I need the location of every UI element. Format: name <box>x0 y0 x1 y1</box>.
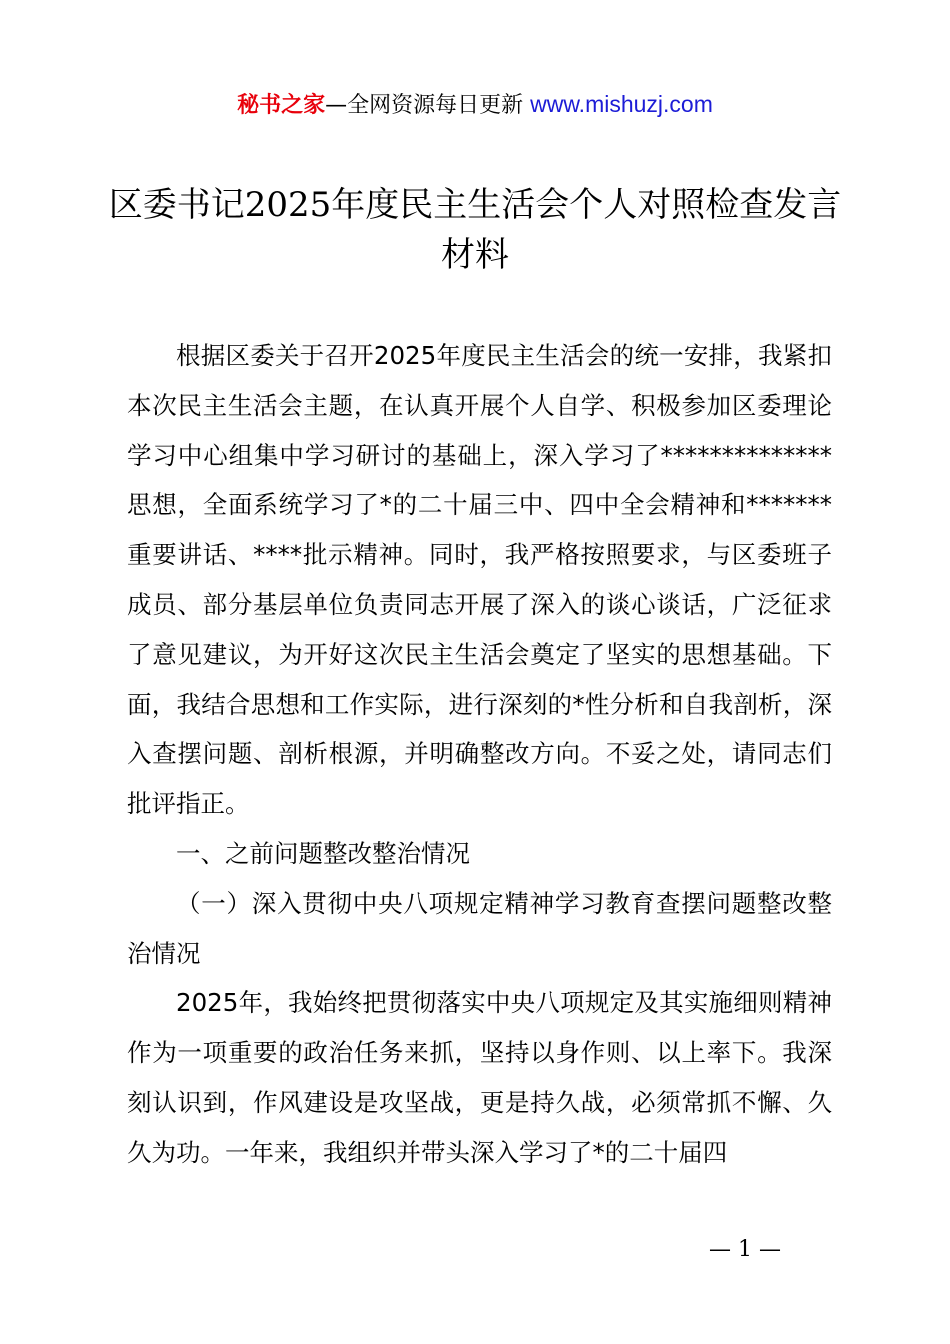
body-paragraph: 2025年，我始终把贯彻落实中央八项规定及其实施细则精神作为一项重要的政治任务来抓，坚持以身作则、以上率下。我深刻认识到，作风建设是攻坚战，更是持久战，必须常抓不懈、久久为功。一年来，我组织并带头深入学习了*的二十届四 <box>127 988 832 1167</box>
subsection-heading: （一）深入贯彻中央八项规定精神学习教育查摆问题整改整治情况 <box>127 888 832 968</box>
site-url[interactable]: www.mishuzj.com <box>530 91 713 117</box>
site-tagline: —全网资源每日更新 <box>325 93 531 118</box>
site-header <box>0 88 950 122</box>
document-body <box>127 331 832 1178</box>
section-heading: 一、之前问题整改整治情况 <box>176 838 470 868</box>
site-brand: 秘书之家 <box>237 93 326 118</box>
document-title: 区委书记2025年度民主生活会个人对照检查发言材料 <box>108 185 842 275</box>
page-number: — 1 — <box>709 1237 781 1262</box>
intro-paragraph: 根据区委关于召开2025年度民主生活会的统一安排，我紧扣本次民主生活会主题，在认真开展个人自学、积极参加区委理论学习中心组集中学习研讨的基础上，深入学习了**************思想，全面系统学习了*的二十届三中、四中全会精神和*******重要讲话、****批示精神。同时，我严格按照要求，与区委班子成员、部分基层单位负责同志开展了深入的谈心谈话，广泛征求了意见建议，为开好这次民主生活会奠定了坚实的思想基础。下面，我结合思想和工作实际，进行深刻的*性分析和自我剖析，深入查摆问题、剖析根源，并明确整改方向。不妥之处，请同志们批评指正。 <box>127 341 832 819</box>
